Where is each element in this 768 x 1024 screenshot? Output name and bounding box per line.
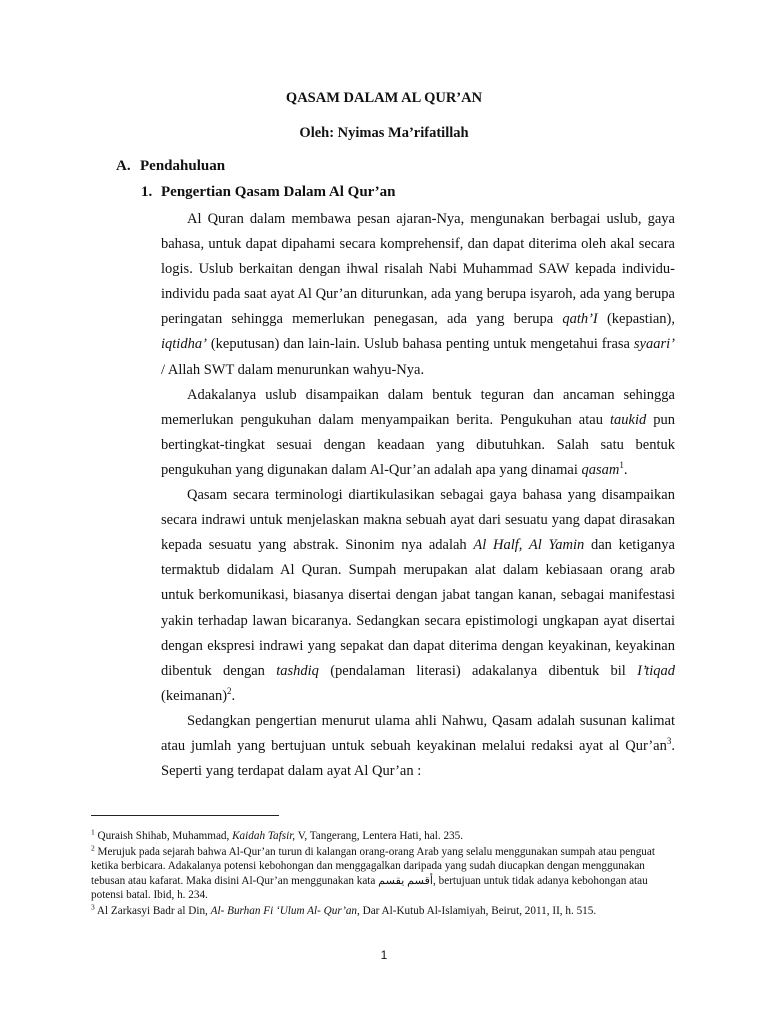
- footnote-title: Kaidah Tafsir,: [232, 830, 296, 842]
- footnote-ref-1[interactable]: 1: [619, 460, 624, 471]
- paragraph-3-text-c: (pendalaman literasi) adakalanya dibentuk bil: [318, 662, 638, 679]
- footnote-ref-2[interactable]: 2: [227, 685, 232, 696]
- footnote-2: [91, 842, 677, 903]
- paragraph-4-text-a: Sedangkan pengertian menurut ulama ahli Nahwu, Qasam adalah susunan kalimat atau jumlah yang bertujuan untuk sebuah keyakinan melalui redaksi ayat al Qur’an: [161, 712, 675, 754]
- footnote-text: Merujuk pada sejarah bahwa Al-Qur’an turun di kalangan orang-orang Arab yang selalu menggunakan sumpah atau penguat ketika berbicara. Adakalanya potensi kebohongan dan menggagalkan daripada yang sudah diucapkan dengan menggunakan tebusan atau kafarat. Maka disini Al-Qur’an menggunakan kata: [91, 845, 655, 887]
- footnote-ref-3[interactable]: 3: [666, 736, 672, 747]
- paragraph-2-text-b: pun bertingkat-tingkat sesuai dengan keadaan yang dibutuhkan. Salah satu bentuk pengukuhan yang digunakan dalam Al-Qur’an adalah apa yang dinamai: [161, 411, 676, 478]
- term-al-half-al-yamin: Al Half, Al Yamin: [473, 537, 585, 554]
- paragraph-1-text-c: (keputusan) dan lain-lain. Uslub bahasa penting untuk mengetahui frasa: [206, 336, 634, 353]
- paragraph-1-text-a: Al Quran dalam membawa pesan ajaran-Nya, mengunakan berbagai uslub, gaya bahasa, untuk dapat dipahami secara komprehensif, dan dapat diterima oleh akal secara logis. Uslub berkaitan dengan ihwal risalah Nabi Muhammad SAW kepada individu-individu pada saat ayat Al Qur’an diturunkan, ada yang berupa isyaroh, ada yang berupa peringatan sehingga memerlukan penegasan, ada yang berupa: [161, 211, 675, 328]
- term-tashdiq: tashdiq: [276, 662, 319, 679]
- paragraph-2: [161, 383, 675, 483]
- paragraph-4: [161, 709, 675, 784]
- footnote-text: , bertujuan untuk tidak adanya kebohongan atau potensi batal. Ibid, h. 234.: [91, 874, 648, 902]
- section-heading: [116, 158, 225, 175]
- paragraph-3-text-e: .: [231, 687, 236, 704]
- document-title: QASAM DALAM AL QUR’AN: [285, 90, 483, 106]
- footnotes: [91, 829, 677, 920]
- subsection-heading: [141, 184, 395, 201]
- subsection-number: 1.: [141, 184, 153, 200]
- paragraph-3-text-b: dan ketiganya termaktub didalam Al Quran. Sumpah merupakan alat dalam kebiasaan orang arab untuk berkomunikasi, biasanya disertai dengan jabat tangan kanan, sebagai manifestasi yakin terhadap lawan bicaranya. Sedangkan secara epistimologi ungkapan ayat disertai dengan ekspresi indrawi yang sepakat dan dapat diterima dengan keyakinan, keyakinan dibentuk dengan: [161, 537, 675, 679]
- term-taukid: taukid: [609, 411, 647, 428]
- footnote-title: Al- Burhan Fi ‘Ulum Al- Qur’an: [210, 904, 358, 917]
- paragraph-2-text-c: .: [623, 461, 628, 478]
- footnote-text: V, Tangerang, Lentera Hati, hal. 235.: [295, 830, 464, 842]
- footnote-number: 2: [91, 842, 95, 852]
- paragraph-1: [161, 207, 675, 383]
- paragraph-1-text-b: (kepastian),: [597, 311, 675, 328]
- footnote-separator: [91, 815, 279, 816]
- term-syaari: syaari’: [633, 336, 675, 353]
- footnote-number: 3: [91, 902, 95, 912]
- page-number: 1: [380, 948, 388, 962]
- paragraph-3-text-d: (keimanan): [161, 687, 228, 704]
- paragraph-4-text-b: . Seperti yang terdapat dalam ayat Al Qur’an :: [161, 737, 675, 780]
- paragraph-3: [161, 483, 675, 709]
- subsection-label: Pengertian Qasam Dalam Al Qur’an: [161, 184, 396, 200]
- section-label: Pendahuluan: [140, 158, 226, 174]
- arabic-word: أقسم يقسم: [378, 874, 434, 887]
- term-qathi: qath’I: [562, 311, 598, 328]
- paragraph-1-text-d: / Allah SWT dalam menurunkan wahyu-Nya.: [161, 361, 425, 378]
- body-text: [161, 207, 675, 784]
- footnote-text: , Dar Al-Kutub Al-Islamiyah, Beirut, 2011, II, h. 515.: [357, 904, 597, 917]
- footnote-text: Quraish Shihab, Muhammad,: [94, 830, 233, 842]
- term-qasam: qasam: [581, 461, 620, 478]
- footnote-1: [91, 829, 677, 844]
- term-iqtidha: iqtidha’: [161, 336, 207, 353]
- paragraph-3-text-a: Qasam secara terminologi diartikulasikan sebagai gaya bahasa yang disampaikan secara indrawi untuk menjelaskan makna sebuah ayat dari sesuatu yang dapat dirasakan kepada sesuatu yang abstrak. Sinonim nya adalah: [161, 487, 675, 554]
- footnote-3: [91, 904, 677, 919]
- paragraph-2-text-a: Adakalanya uslub disampaikan dalam bentuk teguran dan ancaman sehingga memerlukan pengukuhan dalam menyampaikan berita. Pengukuhan atau: [161, 386, 675, 428]
- term-itiqad: I’tiqad: [637, 662, 675, 679]
- footnote-number: 1: [91, 827, 95, 837]
- footnote-text: Al Zarkasyi Badr al Din,: [94, 904, 211, 917]
- document-author: Oleh: Nyimas Ma’rifatillah: [299, 125, 469, 141]
- section-number: A.: [116, 158, 131, 174]
